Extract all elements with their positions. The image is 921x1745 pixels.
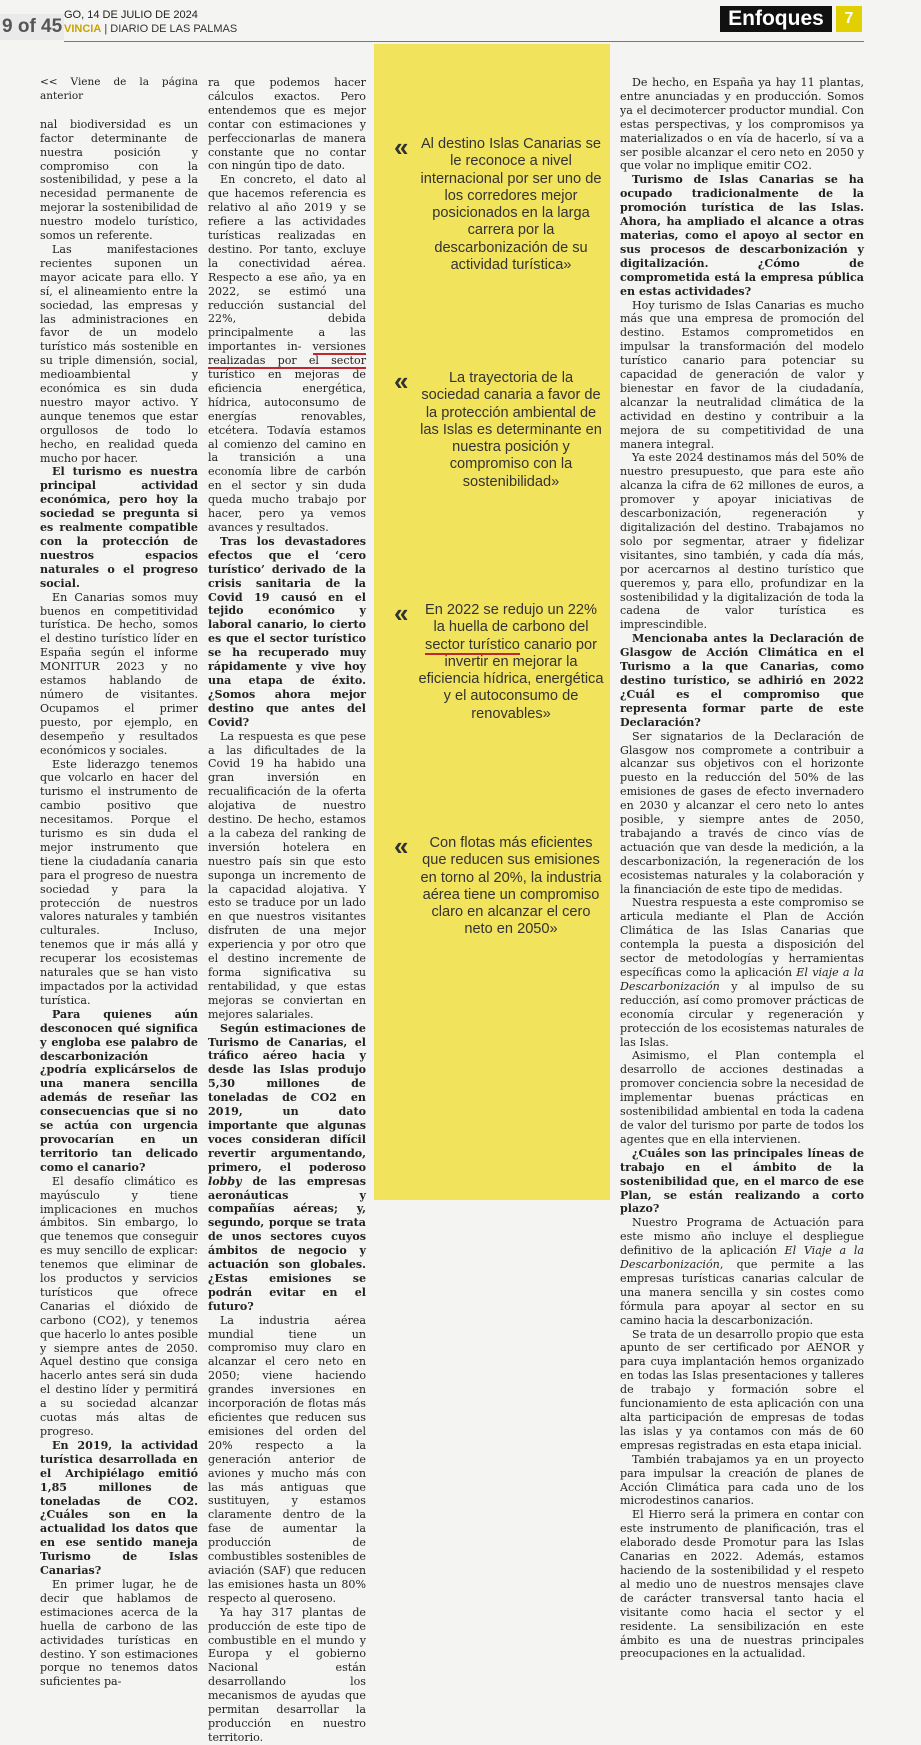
text-run: Según estimaciones de Turismo de Canarias, el tráfico aéreo hacia y desde las Islas produjo 5,30 millones de toneladas de CO2 en 2019, un dato importante que algunas voces consideran difícil revertir argumentando, primero, el poderoso xyxy=(208,1021,366,1174)
article-column-4 xyxy=(620,76,864,1661)
paragraph: Hoy turismo de Islas Canarias es mucho más que una empresa de promoción del destino. Estamos comprometidos en impulsar la transformación del modelo turístico canario para potenciar su capacidad de generación de valor y bienestar en favor de la ciudadanía, alcanzar la neutralidad climática de la actividad en destino y contribuir a la mejora de su competitividad de una manera integral. xyxy=(620,298,864,451)
pull-quote-text: Con flotas más eficientes que reducen sus emisiones en torno al 20%, la industria aérea tiene un compromiso claro en alcanzar el cero neto en 2050» xyxy=(420,835,602,938)
section-title: Enfoques xyxy=(720,6,832,32)
interview-question: Para quienes aún desconocen qué significa y engloba ese palabro de descarbonización ¿podría explicárselos de una manera sencilla además de reseñar las consecuencias que si no se actúa con urgencia provocarían en un territorio tan delicado como el canario? xyxy=(40,1007,198,1174)
text-run: y al impulso de su reducción, así como promover prácticas de economía circular y regeneración y protección de los ecosistemas naturales de las Islas. xyxy=(620,979,864,1049)
continued-from-note: << Viene de la página anterior xyxy=(40,76,198,102)
text-run: turístico en mejoras de eficiencia energética, hídrica, autoconsumo de energías renovables, etcétera. Todavía estamos al comienzo del camino en la transición a una economía libre de carbón en el sector y sin duda queda mucho trabajo por hacer, pero ya vemos avances y resultados. xyxy=(208,368,366,534)
separator: | xyxy=(104,23,108,35)
interview-question: Mencionaba antes la Declaración de Glasgow de Acción Climática en el Turismo a la que Canarias, como destino turístico, se adhirió en 2022 ¿Cuál es el compromiso que representa formar parte de este Declaración? xyxy=(620,632,864,729)
paragraph: Ya hay 317 plantas de producción de este tipo de combustible en el mundo y Europa y el gobierno Nacional están desarrollando los mecanismos de ayudas que permitan desarrollar la producción en nuestro territorio. xyxy=(208,1605,366,1744)
italic-text: lobby xyxy=(208,1174,242,1188)
paragraph: De hecho, en España ya hay 11 plantas, entre anunciadas y en producción. Somos ya el decimotercer productor mundial. Con estas perspectivas, y los compromisos ya materializados o en vía de hacerlo, sí va a ser posible alcanzar el cero neto en 2050 y que volar no implique emitir CO2. xyxy=(620,76,864,173)
paragraph xyxy=(208,173,366,535)
pull-quote-text: La trayectoria de la sociedad canaria a favor de la protección ambiental de las Islas es determinante en nuestra posición y compromiso con la sostenibilidad» xyxy=(420,370,602,490)
paragraph: En primer lugar, he de decir que hablamos de estimaciones acerca de la huella de carbono de las actividades turísticas en destino. Y son estimaciones porque no tenemos datos suficientes pa- xyxy=(40,1577,198,1689)
province-label: VINCIA xyxy=(64,23,102,35)
text-run: , que permite a las empresas turísticas canarias calcular de una manera sencilla y sin costes como fórmula para apoyar al sector en su camino hacia la descarbonización. xyxy=(620,1258,864,1327)
paragraph: La industria aérea mundial tiene un compromiso muy claro en alcanzar el cero neto en 2050; viene haciendo grandes inversiones en incorporación de flotas más eficientes que reducen sus emisiones del orden del 20% respecto a la generación anterior de aviones y mucho más con las más antiguas que sustituyen, y estamos claramente dentro de la fase de aumentar la producción de combustibles sostenibles de aviación (SAF) que reducen las emisiones hasta un 80% respecto al queroseno. xyxy=(208,1313,366,1605)
underlined-text: versiones realizadas por el sector xyxy=(208,340,366,368)
page-number-badge: 7 xyxy=(836,6,862,32)
paragraph: Ser signatarios de la Declaración de Glasgow nos compromete a contribuir a alcanzar sus objetivos con el horizonte puesto en la reducción del 50% de las emisiones de gases de efecto invernadero en 2030 y alcanzar el cero neto lo antes posible, y siempre antes de 2050, trabajando a través de cinco vías de actuación que van desde la medición, a la descarbonización, la regeneración de los ecosistemas naturales y la colaboración y la financiación de este tipo de medidas. xyxy=(620,729,864,896)
text-run: Nuestra respuesta a este compromiso se articula mediante el Plan de Acción Climática de las Islas Canarias que contempla la puesta a disposición del sector de metodologías y herramientas específicas como la aplicación xyxy=(620,896,864,979)
issue-date: GO, 14 DE JULIO DE 2024 xyxy=(64,9,198,21)
pull-quote xyxy=(394,598,604,723)
interview-question: ¿Cuáles son las principales líneas de trabajo en el ámbito de la sostenibilidad que, en el marco de ese Plan, se están realizando a corto plazo? xyxy=(620,1146,864,1216)
interview-question: En 2019, la actividad turística desarrollada en el Archipiélago emitió 1,85 millones de toneladas de CO2. ¿Cuáles son en la actualidad los datos que en ese sentido maneja Turismo de Islas Canarias? xyxy=(40,1438,198,1578)
paragraph: En Canarias somos muy buenos en competitividad turística. De hecho, somos el destino turístico líder en España según el informe MONITUR 2023 y no estamos hablando de número de visitantes. Ocupamos el primer puesto, por ejemplo, en desempeño y resultados económicos y sociales. xyxy=(40,590,198,757)
text-run: En concreto, el dato al que hacemos referencia es relativo al año 2019 y se refiere a las actividades turísticas realizadas en destino. Por tanto, excluye la conectividad aérea. Respecto a ese año, ya en 2022, se estimó una reducción sustancial del 22%, debida principalmente a las importantes in- xyxy=(208,173,366,354)
interview-question: El turismo es nuestra principal actividad económica, pero hoy la sociedad se pregunta si es realmente compatible con la protección de nuestros espacios naturales o el progreso social. xyxy=(40,465,198,590)
interview-question xyxy=(208,1022,366,1314)
paragraph: La respuesta es que pese a las dificultades de la Covid 19 ha habido una gran inversión en recualificación de la oferta alojativa de nuestro destino. De hecho, estamos a la cabeza del ranking de inversión hotelera en nuestro país sin que esto suponga un incremento de la capacidad alojativa. Y esto se traduce por un lado en que nuestros visitantes disfruten de una mejor experiencia y por otro que el destino incremente de forma significativa su rentabilidad, y que estas mejoras se conviertan en mejores salariales. xyxy=(208,729,366,1021)
header-rule xyxy=(64,41,864,42)
paragraph: nal biodiversidad es un factor determinante de nuestra posición y compromiso con la sostenibilidad, y pese a la necesidad permanente de mejorar la sostenibilidad de nuestro modelo turístico, somos un referente. xyxy=(40,117,198,243)
text-run: canario por invertir en mejorar la eficiencia hídrica, energética y el autoconsumo de renovables» xyxy=(418,636,604,722)
interview-question: Turismo de Islas Canarias se ha ocupado tradicionalmente de la promoción turística de las Islas. Ahora, ha ampliado el alcance a otras materias, como el apoyo al sector en sus procesos de descarbonización y digitalización. ¿Cómo de comprometida está la empresa pública en estas actividades? xyxy=(620,173,864,298)
paragraph: El Hierro será la primera en contar con este instrumento de planificación, tras el elaborado desde Promotur para las Islas Canarias en 2022. Además, estamos haciendo de la sostenibilidad y el respeto al medio uno de nuestros mensajes clave de carácter transversal tanto hacia el visitante como hacia el sector y el residente. La sensibilización en este ámbito es una de nuestras principales preocupaciones en la actualidad. xyxy=(620,1508,864,1661)
paragraph: Asimismo, el Plan contempla el desarrollo de acciones destinadas a promover conciencia sobre la necesidad de implementar buenas prácticas en sostenibilidad ambiental en toda la cadena de valor del turismo por parte de todos los agentes que en ella intervienen. xyxy=(620,1049,864,1146)
paragraph: Ya este 2024 destinamos más del 50% de nuestro presupuesto, que para este año alcanza la cifra de 62 millones de euros, a promover y apoyar iniciativas de descarbonización, regeneración y digitalización del destino. Trabajamos no solo por segmentar, atraer y fidelizar visitantes, sino también, y cada día más, por acercarnos al destino turístico que queremos y, para ello, profundizar en la sostenibilidad y la digitalización de toda la cadena de valor turística es imprescindible. xyxy=(620,451,864,632)
pull-quote-text: Al destino Islas Canarias se le reconoce a nivel internacional por ser uno de los corredores mejor posicionados en la larga carrera por la descarbonización de su actividad turística» xyxy=(420,136,602,274)
pull-quotes-panel xyxy=(374,44,610,1200)
quote-mark-icon: « xyxy=(394,132,409,162)
paragraph xyxy=(620,896,864,1049)
article-column-2 xyxy=(208,76,366,1745)
publication-line xyxy=(64,23,237,35)
pull-quote xyxy=(394,132,604,274)
paragraph: También trabajamos ya en un proyecto para impulsar la creación de planes de Acción Climática para cada uno de los microdestinos canarios. xyxy=(620,1452,864,1508)
quote-mark-icon: « xyxy=(394,366,409,396)
text-run: Nuestro Programa de Actuación para este mismo año incluye el despliegue definitivo de la aplicación xyxy=(620,1216,864,1258)
paragraph: Se trata de un desarrollo propio que esta apunto de ser certificado por AENOR y para cuya implantación hemos organizado en todas las Islas presentaciones y talleres de trabajo y formación sobre el funcionamiento de esta aplicación con una alta participación de empresas de todas las islas y ya contamos con más de 60 empresas registradas en esta etapa inicial. xyxy=(620,1327,864,1452)
pull-quote xyxy=(394,831,604,939)
paragraph: Las manifestaciones recientes suponen un mayor acicate para ello. Y sí, el alineamiento entre la sociedad, las empresas y las administraciones en favor de un modelo turístico más sostenible en su triple dimensión, social, medioambiental y económica es sin duda nuestro mayor activo. Y aunque tenemos que estar orgullosos de todo lo hecho, en realidad queda mucho por hacer. xyxy=(40,242,198,465)
italic-text: El Viaje a la Descarbonización xyxy=(620,1244,864,1272)
text-run: En 2022 se redujo un 22% la huella de carbono del xyxy=(424,602,597,636)
paragraph: Este liderazgo tenemos que volcarlo en hacer del turismo el instrumento de cambio positivo que necesitamos. Porque el turismo es sin duda el mejor instrumento que tiene la ciudadanía canaria para el progreso de nuestra sociedad y para la protección de nuestros valores naturales y también culturales. Incluso, tenemos que ir más allá y recuperar los ecosistemas naturales que se han visto impactados por la actividad turística. xyxy=(40,757,198,1007)
pull-quote-text xyxy=(394,598,604,723)
underlined-text: sector turístico xyxy=(425,636,520,653)
italic-text: El viaje a la Descarbonización xyxy=(620,966,864,993)
pull-quote xyxy=(394,366,604,491)
quote-mark-icon: « xyxy=(394,598,409,628)
page-counter: 9 of 45 xyxy=(0,14,64,40)
interview-question: Tras los devastadores efectos que el ‘cero turístico’ derivado de la crisis sanitaria de la Covid 19 causó en el tejido económico y laboral canario, lo cierto es que el sector turístico se ha recuperado muy rápidamente y vive hoy una etapa de éxito. ¿Somos ahora mejor destino que antes del Covid? xyxy=(208,534,366,729)
newspaper-name: DIARIO DE LAS PALMAS xyxy=(110,23,238,35)
quote-mark-icon: « xyxy=(394,831,409,861)
paragraph: ra que podemos hacer cálculos exactos. Pero entendemos que es mejor contar con estimaciones y perfeccionarlas de manera constante que no contar con ningún tipo de dato. xyxy=(208,76,366,173)
text-run: de las empresas aeronáuticas y compañías aéreas; y, segundo, porque se trata de unos sectores cuyos ámbitos de negocio y actuación son globales. ¿Estas emisiones se podrán evitar en el futuro? xyxy=(208,1174,366,1313)
paragraph xyxy=(620,1216,864,1327)
article-column-1 xyxy=(40,76,198,1689)
paragraph: El desafío climático es mayúsculo y tiene implicaciones en muchos ámbitos. Sin embargo, lo que tenemos que conseguir es muy sencillo de explicar: tenemos que eliminar de los productos y servicios turísticos que ofrece Canarias el dióxido de carbono (CO2), y tenemos que hacerlo lo antes posible y siempre antes de 2050. Aquel destino que consiga hacerlo antes será sin duda el destino líder y permitirá a su sociedad alcanzar cuotas más altas de progreso. xyxy=(40,1174,198,1438)
